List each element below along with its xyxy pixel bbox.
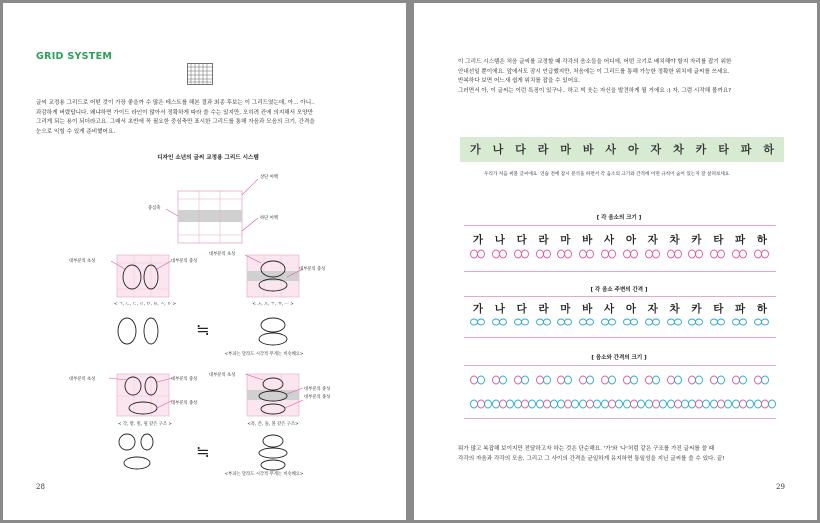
banner-char: 아 — [627, 143, 639, 156]
oval-mark — [761, 250, 768, 258]
oval-pair — [512, 374, 532, 386]
oval-mark — [580, 376, 587, 384]
oval-mark — [761, 400, 768, 408]
oval-mark — [674, 400, 681, 408]
chart-title: 디자인 소년의 글씨 교정용 그리드 시스템 — [157, 155, 259, 161]
oval-mark — [471, 376, 478, 384]
oval-mark — [543, 250, 550, 258]
right-page — [414, 3, 817, 520]
oval-pair — [665, 398, 685, 410]
oval-mark — [623, 250, 630, 258]
practice-char: 타 — [713, 303, 724, 315]
banner-char: 바 — [582, 143, 594, 156]
oval-mark — [761, 376, 768, 384]
practice-char: 다 — [516, 303, 527, 315]
oval-mark — [718, 400, 725, 408]
oval-mark — [536, 250, 543, 258]
label-bottom-margin: 하단 여백 — [260, 216, 278, 221]
practice-char: 타 — [713, 234, 724, 246]
intro-line: 안내선일 뿐이에요. 앞에서도 잠시 언급했지만, 처음에는 이 그리드를 통해 가능한 정확한 위치에 글씨를 쓰세요. — [458, 68, 730, 75]
oval-pair — [490, 248, 510, 260]
practice-char: 라 — [538, 303, 549, 315]
oval-pair — [686, 248, 706, 260]
oval-pair — [643, 374, 663, 386]
oval-mark — [558, 250, 565, 258]
oval-pair — [643, 248, 663, 260]
oval-mark — [689, 376, 696, 384]
oval-mark — [718, 376, 725, 384]
practice-char: 사 — [603, 303, 615, 315]
oval-mark — [623, 376, 630, 384]
oval-pair — [752, 317, 772, 327]
practice-char: 아 — [625, 234, 636, 246]
practice-char: 차 — [669, 234, 680, 246]
oval-mark — [580, 250, 587, 258]
banner-char: 사 — [605, 143, 617, 156]
oval-pair — [577, 374, 597, 386]
practice-char: 마 — [560, 303, 571, 315]
oval-mark — [587, 319, 594, 325]
oval-row-3a — [468, 374, 772, 386]
practice-char: 바 — [582, 234, 593, 246]
oval-pair — [577, 248, 597, 260]
oval-mark — [587, 376, 594, 384]
oval-mark — [711, 319, 718, 325]
oval-mark — [492, 250, 499, 258]
practice-char: 다 — [516, 234, 527, 246]
grid-ovals-1 — [117, 255, 169, 297]
oval-pair — [708, 248, 728, 260]
grid-ovals-4 — [247, 374, 299, 416]
oval-pair — [555, 398, 575, 410]
oval-mark — [514, 250, 521, 258]
oval-mark — [733, 400, 740, 408]
left-page — [3, 3, 406, 520]
oval-mark — [602, 250, 609, 258]
oval-mark — [754, 319, 761, 325]
oval-pair — [708, 317, 728, 327]
oval-mark — [696, 400, 703, 408]
practice-char: 아 — [625, 303, 636, 315]
intro-line: 눈으로 익힐 수 있게 준비했어요. — [36, 128, 116, 135]
oval-mark — [689, 250, 696, 258]
oval-mark — [689, 400, 696, 408]
label-outer-3: 대부분의 초성 — [69, 377, 96, 382]
right-intro-paragraph — [458, 58, 803, 96]
oval-pair — [665, 317, 685, 327]
oval-mark — [602, 400, 609, 408]
section-1-title: [ 각 음소의 크기 ] — [596, 215, 642, 221]
page-number-left: 28 — [36, 483, 45, 491]
approx-symbol-2: ≒ — [196, 442, 210, 461]
oval-mark — [521, 400, 528, 408]
oval-mark — [492, 400, 499, 408]
oval-pair — [534, 248, 554, 260]
oval-pair — [490, 374, 510, 386]
oval-mark — [514, 400, 521, 408]
label-outer-4: 대부분의 초성 — [209, 373, 236, 378]
banner-char: 나 — [492, 143, 504, 156]
label-top-margin: 상단 여백 — [260, 175, 278, 180]
oval-mark — [499, 376, 506, 384]
oval-mark — [740, 400, 747, 408]
oval-pair — [555, 317, 575, 327]
oval-mark — [711, 400, 718, 408]
oval-mark — [565, 319, 572, 325]
practice-char: 자 — [647, 234, 658, 246]
oval-pair — [512, 248, 532, 260]
oval-pair — [621, 317, 641, 327]
oval-mark — [565, 400, 572, 408]
banner-char: 하 — [763, 143, 774, 156]
banner-char: 카 — [695, 143, 707, 156]
char-banner — [460, 137, 784, 162]
oval-mark — [623, 400, 630, 408]
oval-pair — [752, 248, 772, 260]
oval-mark — [630, 250, 637, 258]
banner-char: 다 — [515, 143, 526, 156]
oval-pair — [730, 398, 750, 410]
practice-char: 라 — [538, 234, 549, 246]
oval-mark — [521, 319, 528, 325]
oval-mark — [609, 250, 616, 258]
oval-pair — [730, 374, 750, 386]
oval-mark — [711, 376, 718, 384]
oval-mark — [645, 376, 652, 384]
oval-mark — [471, 250, 478, 258]
note-1: <부피는 달라도 시각적 무게는 비슷해요> — [224, 352, 304, 357]
oval-pair — [621, 248, 641, 260]
intro-line: 이 그리드 시스템은 처음 글씨를 교정할 때 각각의 음소들을 어디에, 어떤 크기로 배치해야 할지 자리를 잡기 위한 — [458, 59, 732, 65]
oval-mark — [499, 250, 506, 258]
practice-char: 하 — [756, 303, 768, 315]
oval-mark — [740, 250, 747, 258]
oval-mark — [667, 319, 674, 325]
grid-caption-2: < ㅗ, ㅛ, ㅜ, ㅠ, ㅡ > — [252, 302, 294, 307]
section-2-title: [ 각 음소 주변의 간격 ] — [590, 287, 648, 293]
practice-char: 가 — [472, 303, 484, 315]
label-center-axis: 중심축 — [148, 206, 161, 211]
outro-line: 뭐가 많고 복잡해 보이지만 전달하고자 하는 것은 단순해요. '가'와 '나'처럼 같은 구조를 가진 글씨를 쓸 때 — [458, 446, 715, 452]
intro-line: 그러면서 아, 이 글씨는 이런 특징이 있구나.. 하고 빅 웃는 자신을 발견하게 될 거에요 :) 자, 그럼 시작해 볼까요? — [458, 87, 732, 94]
oval-mark — [543, 376, 550, 384]
oval-pair — [490, 317, 510, 327]
practice-char: 카 — [691, 234, 702, 246]
oval-pair — [730, 317, 750, 327]
oval-row-1 — [468, 248, 772, 260]
outro-paragraph — [458, 445, 803, 464]
oval-pair — [512, 317, 532, 327]
oval-mark — [558, 400, 565, 408]
oval-mark — [609, 400, 616, 408]
oval-mark — [674, 319, 681, 325]
label-final-3: 대부분의 종성 — [171, 401, 198, 406]
oval-mark — [521, 376, 528, 384]
oval-mark — [478, 376, 485, 384]
oval-mark — [696, 376, 703, 384]
grid-caption-3: < 각, 받, 빛, 될 같은 구조 > — [117, 422, 173, 427]
oval-mark — [492, 376, 499, 384]
label-center-4a: 대부분의 중성 — [304, 387, 331, 392]
intro-line: 과감하게 버렸답니다. 왜냐하면 가이드 라인이 많아서 정확하게 따라 쓸 수는 있지만, 오히려 칸에 의지해서 모양만 — [36, 109, 314, 116]
oval-pair — [730, 248, 750, 260]
oval-pair — [665, 374, 685, 386]
oval-mark — [630, 376, 637, 384]
oval-pair — [490, 398, 510, 410]
banner-char: 타 — [718, 143, 729, 156]
oval-mark — [645, 319, 652, 325]
oval-mark — [609, 319, 616, 325]
practice-char: 카 — [691, 303, 702, 315]
banner-char: 차 — [673, 143, 684, 156]
oval-mark — [623, 319, 630, 325]
oval-mark — [733, 250, 740, 258]
oval-pair — [708, 374, 728, 386]
page-number-right: 29 — [776, 483, 785, 491]
section-title: GRID SYSTEM — [36, 51, 113, 62]
label-center-4b: 대부분의 종성 — [304, 395, 331, 400]
oval-mark — [543, 319, 550, 325]
char-row-1 — [468, 232, 772, 247]
oval-mark — [499, 319, 506, 325]
oval-mark — [652, 319, 659, 325]
practice-char: 하 — [756, 234, 768, 246]
oval-mark — [667, 376, 674, 384]
oval-pair — [555, 248, 575, 260]
oval-mark — [499, 400, 506, 408]
oval-row-2 — [468, 317, 772, 327]
oval-mark — [754, 376, 761, 384]
oval-pair — [752, 374, 772, 386]
grid-caption-1: < ㄱ, ㄴ, ㄷ, ㄹ, ㅁ, ㅂ, ㅅ, ㅇ > — [113, 302, 177, 307]
oval-pair — [534, 374, 554, 386]
instruction: 우리가 처음 써볼 글씨에요. 연습 전에 잠시 분석을 하면서 각 음소의 크기와 간격에 어떤 규칙이 숨어 있는지 잘 살펴보세요 — [484, 172, 730, 177]
oval-mark — [602, 376, 609, 384]
banner-char: 마 — [560, 143, 571, 156]
oval-pair — [708, 398, 728, 410]
oval-pair — [599, 374, 619, 386]
oval-mark — [580, 400, 587, 408]
oval-mark — [761, 319, 768, 325]
oval-pair — [599, 398, 619, 410]
oval-mark — [652, 250, 659, 258]
oval-mark — [580, 319, 587, 325]
oval-pair — [643, 317, 663, 327]
intro-line: 반복하다 보면 어느새 쉽게 위치를 잡을 수 있어요. — [458, 78, 581, 85]
oval-pair — [621, 374, 641, 386]
label-center-2: 대부분의 중성 — [299, 267, 326, 272]
oval-mark — [558, 319, 565, 325]
oval-mark — [667, 250, 674, 258]
oval-pair — [534, 317, 554, 327]
oval-mark — [565, 376, 572, 384]
oval-pair — [534, 398, 554, 410]
oval-mark — [696, 319, 703, 325]
oval-mark — [718, 250, 725, 258]
grid-caption-4: <폭, 쓴, 돌, 볼 같은 구조> — [247, 422, 299, 427]
oval-mark — [478, 400, 485, 408]
intro-line: 글씨 교정용 그리드로 어떤 것이 가장 좋을까 수 많은 테스트를 해본 결과 최종 후보는 이 그리드였는데, 아... 아니.. — [36, 100, 315, 106]
label-center-3: 대부분의 중성 — [171, 377, 198, 382]
label-outer-2: 대부분의 초성 — [209, 252, 236, 257]
oval-pair — [468, 248, 488, 260]
oval-mark — [754, 400, 761, 408]
oval-mark — [733, 319, 740, 325]
oval-mark — [478, 319, 485, 325]
label-center-1: 대부분의 중성 — [171, 259, 198, 264]
oval-mark — [565, 250, 572, 258]
oval-pair — [468, 374, 488, 386]
oval-pair — [599, 248, 619, 260]
practice-char: 나 — [494, 303, 505, 315]
oval-mark — [587, 400, 594, 408]
oval-pair — [752, 398, 772, 410]
oval-mark — [674, 376, 681, 384]
oval-mark — [478, 250, 485, 258]
oval-mark — [733, 376, 740, 384]
oval-mark — [740, 376, 747, 384]
practice-char: 가 — [472, 234, 484, 246]
oval-pair — [468, 317, 488, 327]
oval-mark — [696, 250, 703, 258]
practice-char: 바 — [582, 303, 593, 315]
oval-mark — [558, 376, 565, 384]
banner-char: 파 — [740, 143, 752, 156]
oval-mark — [514, 376, 521, 384]
oval-mark — [630, 400, 637, 408]
section-3-title: [ 음소와 간격의 크기 ] — [591, 355, 647, 361]
approx-symbol-1: ≒ — [196, 320, 210, 339]
oval-mark — [536, 319, 543, 325]
oval-pair — [686, 398, 706, 410]
oval-pair — [468, 398, 488, 410]
oval-pair — [555, 374, 575, 386]
practice-char: 자 — [647, 303, 658, 315]
banner-char: 자 — [650, 143, 662, 156]
oval-mark — [689, 319, 696, 325]
oval-pair — [512, 398, 532, 410]
banner-char: 가 — [470, 143, 481, 156]
oval-pair — [577, 317, 597, 327]
oval-mark — [645, 400, 652, 408]
intro-line: 그리게 되는 용이 되더라고요. 그래서 초반에 꼭 필요한 중심축만 표시한 그리드를 통해 자음과 모음의 크기, 간격을 — [36, 119, 315, 126]
oval-mark — [609, 376, 616, 384]
oval-mark — [536, 400, 543, 408]
oval-mark — [536, 376, 543, 384]
oval-pair — [686, 317, 706, 327]
oval-mark — [754, 250, 761, 258]
note-2: <부피는 달라도 시각적 무게는 비슷해요> — [224, 472, 304, 477]
oval-mark — [667, 400, 674, 408]
oval-pair — [599, 317, 619, 327]
main-grid-diagram — [178, 191, 242, 243]
oval-mark — [602, 319, 609, 325]
oval-mark — [674, 250, 681, 258]
oval-pair — [577, 398, 597, 410]
oval-pair — [665, 248, 685, 260]
banner-char: 라 — [537, 143, 549, 156]
oval-mark — [652, 376, 659, 384]
oval-pair — [686, 374, 706, 386]
grid-ovals-2 — [247, 255, 299, 297]
oval-mark — [652, 400, 659, 408]
label-outer-1: 대부분의 초성 — [69, 259, 96, 264]
practice-char: 마 — [560, 234, 571, 246]
oval-pair — [643, 398, 663, 410]
practice-char: 사 — [603, 234, 615, 246]
oval-mark — [740, 319, 747, 325]
oval-mark — [521, 250, 528, 258]
oval-row-3b — [468, 398, 772, 410]
intro-paragraph — [36, 99, 381, 137]
oval-mark — [587, 250, 594, 258]
oval-pair — [621, 398, 641, 410]
practice-char: 파 — [735, 234, 746, 246]
oval-mark — [711, 250, 718, 258]
outro-line: 각각의 자음과 각각의 모음, 그리고 그 사이의 간격을 균일하게 유지하면 통일성을 지닌 글씨를 쓸 수 있다. 끝! — [458, 455, 725, 462]
oval-mark — [543, 400, 550, 408]
oval-mark — [492, 319, 499, 325]
oval-mark — [471, 400, 478, 408]
oval-mark — [514, 319, 521, 325]
practice-char: 차 — [669, 303, 680, 315]
oval-mark — [471, 319, 478, 325]
oval-mark — [645, 250, 652, 258]
grid-icon — [187, 63, 213, 85]
oval-mark — [630, 319, 637, 325]
grid-ovals-3 — [117, 374, 169, 416]
oval-mark — [718, 319, 725, 325]
practice-char: 나 — [494, 234, 505, 246]
practice-char: 파 — [735, 303, 746, 315]
char-row-2 — [468, 301, 772, 316]
